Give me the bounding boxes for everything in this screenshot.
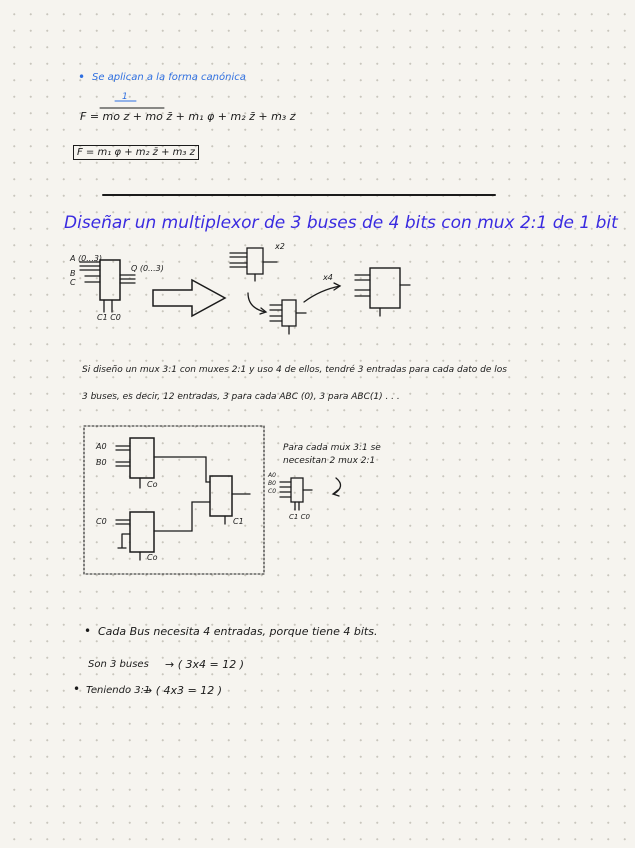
main-mux-symbol [80,260,135,312]
conclusion-bullet3: • [73,682,81,696]
intro-note: Se aplican a la forma canónica [92,72,246,83]
conclusion-line2-calc: → ( 3x4 = 12 ) [165,658,245,671]
label-sel-c0-bottom: Co [147,553,158,562]
curved-arrow-up [304,286,340,302]
mini-label-sel: C1 C0 [289,513,310,521]
mini-label-b0: B0 [268,480,276,487]
circuit-mux-final [210,476,250,524]
paragraph-line2: 3 buses, es decir, 12 entradas, 3 para cada ABC (0), 3 para ABC(1) . . . [82,392,400,402]
circuit-frame [84,426,264,574]
mux-x2-symbol [230,248,277,281]
label-input-a: A (0...3) [70,254,103,263]
side-note-line2: necesitan 2 mux 2:1 [283,456,376,466]
label-controls: C1 C0 [97,313,121,322]
paragraph-line1: Si diseño un mux 3:1 con muxes 2:1 y uso 4 de ellos, tendré 3 entradas para cada dato de los [82,365,507,375]
label-sel-c1: C1 [233,517,244,526]
big-arrow [153,280,225,316]
intro-bullet: • [78,70,86,84]
circuit-mux-bottom [116,502,210,560]
label-times-four: x4 [323,273,333,282]
formula-simplified: F = m₁ φ + m₂ z̄ + m₃ z [73,145,199,160]
one-marker: 1 [122,92,128,102]
conclusion-line3-calc: → ( 4x3 = 12 ) [143,684,223,697]
label-times-two: x2 [275,242,285,251]
conclusion-bullet1: • [84,624,92,638]
mux-x4-symbol [355,268,410,316]
label-sel-c0-top: Co [147,480,158,489]
label-input-c: C [70,278,76,287]
mini-label-a0: A0 [268,472,276,479]
mini-label-c0: C0 [268,488,277,495]
label-c0: C0 [96,517,107,526]
mux-small-symbol [270,300,306,334]
side-note-line1: Para cada mux 3:1 se [283,443,381,453]
side-mini-mux [280,478,312,510]
conclusion-line3-text: Teniendo 3:1 [86,685,151,696]
conclusion-line2-text: Son 3 buses [88,659,149,670]
circuit-mux-top [116,438,210,488]
conclusion-line1: Cada Bus necesita 4 entradas, porque tiene 4 bits. [98,625,378,638]
label-a0: A0 [96,442,107,451]
heading: Diseñar un multiplexor de 3 buses de 4 bits con mux 2:1 de 1 bit [64,213,618,233]
label-output-q: Q (0...3) [131,264,164,273]
formula-full: F = mo z + mo z̄ + m₁ φ + m₂ z̄ + m₃ z [80,110,296,123]
label-input-b: B [70,269,76,278]
label-b0: B0 [96,458,107,467]
